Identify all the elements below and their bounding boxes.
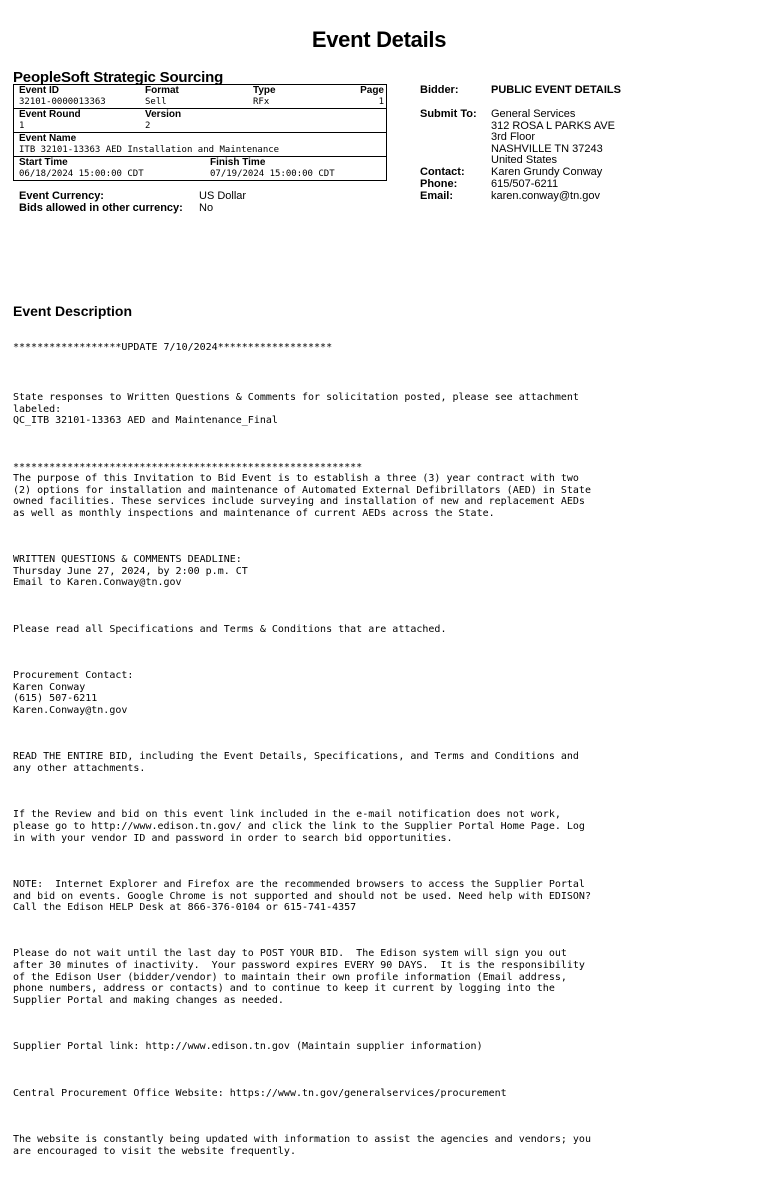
bidder-label: Bidder: [420, 84, 459, 96]
email-value: karen.conway@tn.gov [491, 190, 601, 202]
start-time-label: Start Time [19, 157, 68, 168]
description-paragraph: READ THE ENTIRE BID, including the Event Details, Specifications, and Terms and Conditions and any other attachments. [13, 751, 579, 774]
other-currency-value: No [199, 202, 214, 214]
event-currency-value: US Dollar [199, 190, 247, 202]
start-time-value: 06/18/2024 15:00:00 CDT [19, 169, 144, 179]
type-label: Type [253, 85, 276, 96]
submit-to-address [491, 109, 615, 167]
event-description [13, 319, 733, 1180]
bidder-value: PUBLIC EVENT DETAILS [491, 84, 621, 96]
email-label: Email: [420, 190, 454, 202]
format-label: Format [145, 85, 179, 96]
event-name-row [14, 133, 386, 157]
type-value: RFx [253, 97, 270, 107]
description-paragraph: ******************UPDATE 7/10/2024******************* [13, 342, 333, 354]
contact-value: Karen Grundy Conway [491, 166, 603, 178]
event-currency-label: Event Currency: [19, 190, 104, 202]
event-round-label: Event Round [19, 109, 81, 120]
contact-row [420, 167, 602, 179]
page-title: Event Details [311, 27, 447, 52]
description-paragraph: Please read all Specifications and Terms & Conditions that are attached. [13, 623, 447, 635]
event-description-heading: Event Description [13, 303, 133, 319]
version-value: 2 [145, 121, 151, 131]
event-name-label: Event Name [19, 133, 77, 144]
description-paragraph: The website is constantly being updated with information to assist the agencies and vendors; you are encouraged to visit the website frequently. [13, 1133, 591, 1157]
phone-row [420, 179, 558, 191]
address-line: 3rd Floor [491, 131, 536, 144]
description-paragraph: Supplier Portal link: http://www.edison.tn.gov (Maintain supplier information) [13, 1041, 483, 1053]
description-paragraph: Central Procurement Office Website: https://www.tn.gov/generalservices/procurement [13, 1087, 507, 1099]
submit-to-label: Submit To: [420, 108, 477, 120]
version-label: Version [145, 109, 182, 120]
address-line: 312 ROSA L PARKS AVE [491, 119, 615, 132]
event-time-row [14, 157, 386, 180]
address-line: General Services [491, 108, 576, 120]
other-currency-label: Bids allowed in other currency: [19, 202, 183, 214]
event-info-box [13, 84, 387, 181]
description-paragraph: Please do not wait until the last day to POST YOUR BID. The Edison system will sign you out after 30 minutes of inactivity. Your password expires EVERY 90 DAYS. It is the responsibility of the Edison User (bidder/vendor) to maintain their own profile information (Email address, phone numbers, address or contacts) and to continue to keep it current by logging into the Supplier Portal and making changes as needed. [13, 948, 585, 1006]
bidder-row [420, 85, 621, 97]
event-id-row [14, 85, 386, 109]
description-paragraph: Procurement Contact: Karen Conway (615) 507-6211 Karen.Conway@tn.gov [13, 670, 134, 716]
description-paragraph: NOTE: Internet Explorer and Firefox are the recommended browsers to access the Supplier Portal and bid on events. Google Chrome is not supported and should not be used. Need help with EDISON? Call the Edison HELP Desk at 866-376-0104 or 615-741-4357 [13, 878, 591, 914]
finish-time-label: Finish Time [210, 157, 266, 168]
page-label: Page [360, 85, 384, 96]
page-value: 1 [378, 97, 384, 107]
description-paragraph: ********************************************************** The purpose of this Invitation to Bid Event is to establish a three (3) year contract with two (2) options for installation and maintenance of Automated External Defibrillators (AED) in State owned facilities. These services include surveying and installation of new and replacement AEDs as well as monthly inspections and maintenance of current AEDs across the State. [13, 461, 591, 519]
contact-label: Contact: [420, 166, 465, 178]
submit-to-row [420, 109, 615, 167]
description-paragraph: If the Review and bid on this event link included in the e-mail notification does not work, please go to http://www.edison.tn.gov/ and click the link to the Supplier Portal Home Page. Log in with your vendor ID and password in order to search bid opportunities. [13, 809, 585, 844]
finish-time-value: 07/19/2024 15:00:00 CDT [210, 169, 335, 179]
phone-value: 615/507-6211 [491, 178, 559, 190]
phone-label: Phone: [420, 178, 458, 190]
app-name: PeopleSoft Strategic Sourcing [13, 69, 224, 86]
event-id-value: 32101-0000013363 [19, 97, 106, 107]
format-value: Sell [145, 97, 167, 107]
event-name-value: ITB 32101-13363 AED Installation and Maintenance [19, 145, 280, 155]
currency-block [19, 190, 246, 214]
description-paragraph: State responses to Written Questions & Comments for solicitation posted, please see attachment labeled: QC_ITB 32101-13363 AED and Maintenance_Final [13, 391, 579, 427]
event-round-value: 1 [19, 121, 25, 131]
address-line: United States [491, 154, 558, 167]
event-round-row [14, 109, 386, 133]
email-row [420, 191, 600, 203]
event-id-label: Event ID [19, 85, 60, 96]
address-line: NASHVILLE TN 37243 [491, 142, 603, 155]
description-paragraph: WRITTEN QUESTIONS & COMMENTS DEADLINE: Thursday June 27, 2024, by 2:00 p.m. CT Email to Karen.Conway@tn.gov [13, 554, 248, 589]
